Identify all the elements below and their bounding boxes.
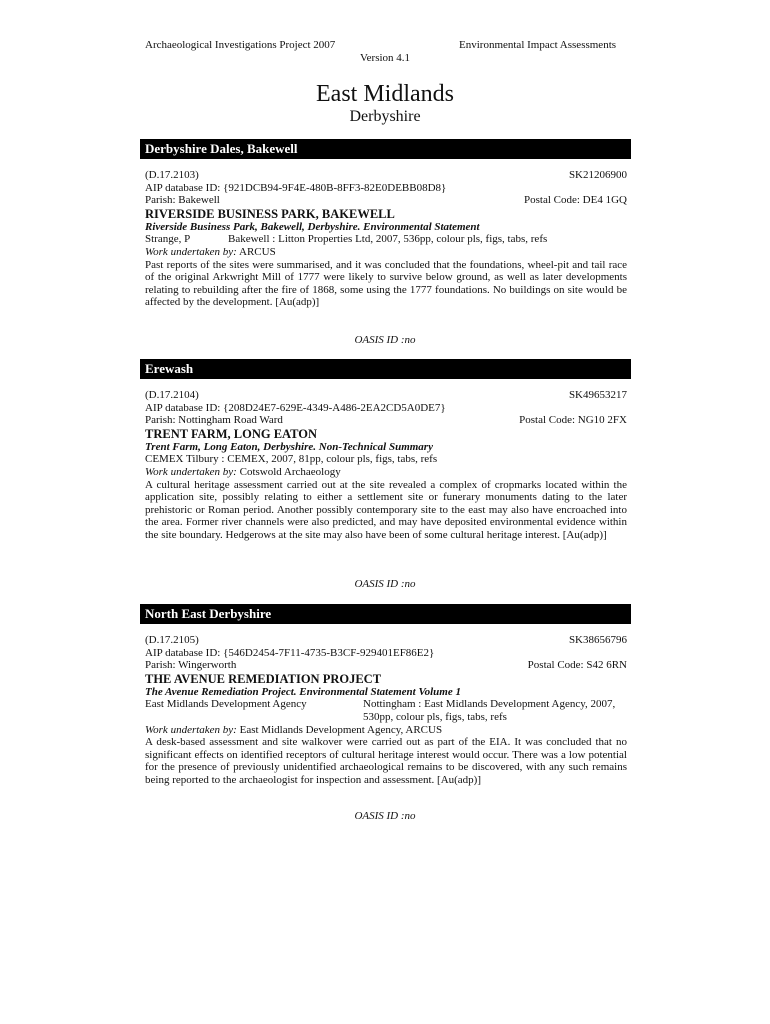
oasis-id: OASIS ID :no	[354, 334, 416, 346]
county-title: Derbyshire	[349, 108, 421, 125]
summary-text: A cultural heritage assessment carried out at the site revealed a complex of cropmarks located within the application site, possibly relating to either a settlement site or funerary monuments dating to the later prehistoric or Roman period. Another possibly contemporary site to the east may also have encroached into the area. Former river channels were also predicted, and may have deposited environmental evidence within the site boundary. Hedgerows at the site may also have been of some cultural heritage interest. [Au(adp)]	[145, 478, 627, 541]
oasis-id: OASIS ID :no	[354, 578, 416, 590]
section-heading: Derbyshire Dales, Bakewell	[140, 139, 631, 159]
grid-reference: SK21206900	[568, 169, 627, 181]
record-reference: (D.17.2104)	[145, 389, 199, 401]
postal-code: Postal Code: S42 6RN	[527, 659, 627, 672]
aip-database-id: AIP database ID: {546D2454-7F11-4735-B3CF-929401EF86E2}	[145, 646, 435, 659]
summary-text: Past reports of the sites were summarised, and it was concluded that the foundations, wheel-pit and tail race of the original Arkwright Mill of 1777 were likely to survive below ground, as well as later developments relating to rebuilding after the fire of 1868, some using the 1777 foundations. No buildings on site would be affected by the development. [Au(adp)]	[145, 258, 627, 309]
work-undertaken-by: Cotswold Archaeology	[239, 465, 341, 478]
version-label: Version 4.1	[359, 52, 411, 64]
report-title: The Avenue Remediation Project. Environmental Statement Volume 1	[145, 685, 461, 698]
running-header-right: Environmental Impact Assessments	[459, 39, 617, 51]
work-undertaken-by: ARCUS	[239, 245, 276, 258]
region-title: East Midlands	[316, 81, 454, 107]
grid-reference: SK49653217	[568, 389, 627, 401]
site-title: THE AVENUE REMEDIATION PROJECT	[145, 671, 382, 686]
parish: Parish: Bakewell	[145, 194, 220, 207]
postal-code: Postal Code: NG10 2FX	[519, 414, 627, 427]
section-erewash	[140, 359, 631, 542]
work-undertaken-label: Work undertaken by:	[145, 245, 237, 258]
section-derbyshire-dales	[140, 139, 631, 309]
record-reference: (D.17.2105)	[145, 634, 199, 646]
aip-database-id: AIP database ID: {208D24E7-629E-4349-A486-2EA2CD5A0DE7}	[145, 401, 446, 414]
site-title: RIVERSIDE BUSINESS PARK, BAKEWELL	[145, 206, 395, 221]
parish: Parish: Nottingham Road Ward	[145, 414, 283, 427]
section-heading: North East Derbyshire	[140, 604, 631, 624]
work-undertaken-label: Work undertaken by:	[145, 723, 237, 736]
publication-details: CEMEX Tilbury : CEMEX, 2007, 81pp, colour pls, figs, tabs, refs	[145, 453, 438, 466]
publication-details: Bakewell : Litton Properties Ltd, 2007, 536pp, colour pls, figs, tabs, refs	[228, 233, 548, 246]
site-title: TRENT FARM, LONG EATON	[145, 426, 318, 441]
entry-record	[140, 159, 631, 309]
postal-code: Postal Code: DE4 1GQ	[524, 194, 627, 207]
parish: Parish: Wingerworth	[145, 659, 237, 672]
section-heading: Erewash	[140, 359, 631, 379]
record-reference: (D.17.2103)	[145, 169, 199, 181]
publication-details: Nottingham : East Midlands Development Agency, 2007, 530pp, colour pls, figs, tabs, refs	[363, 698, 616, 723]
aip-database-id: AIP database ID: {921DCB94-9F4E-480B-8FF3-82E0DEBB08D8}	[145, 181, 447, 194]
work-undertaken-label: Work undertaken by:	[145, 465, 237, 478]
grid-reference: SK38656796	[568, 634, 627, 646]
report-title: Trent Farm, Long Eaton, Derbyshire. Non-Technical Summary	[145, 440, 433, 453]
running-header-left: Archaeological Investigations Project 2007	[145, 39, 336, 51]
entry-record	[140, 624, 631, 787]
author: East Midlands Development Agency	[145, 698, 307, 711]
section-north-east-derbyshire	[140, 604, 631, 787]
author: Strange, P	[145, 233, 191, 246]
summary-text: A desk-based assessment and site walkover were carried out as part of the EIA. It was concluded that no significant effects on identified receptors of cultural heritage interest would occur. There was a low potential for the presence of previously unidentified archaeological remains to be discovered, with any such remains being reported to the archaeologist for inspection and assessment. [Au(adp)]	[145, 736, 627, 786]
work-undertaken-by: East Midlands Development Agency, ARCUS	[239, 723, 443, 736]
report-title: Riverside Business Park, Bakewell, Derbyshire. Environmental Statement	[145, 220, 480, 233]
oasis-id: OASIS ID :no	[354, 810, 416, 822]
entry-record	[140, 379, 631, 542]
